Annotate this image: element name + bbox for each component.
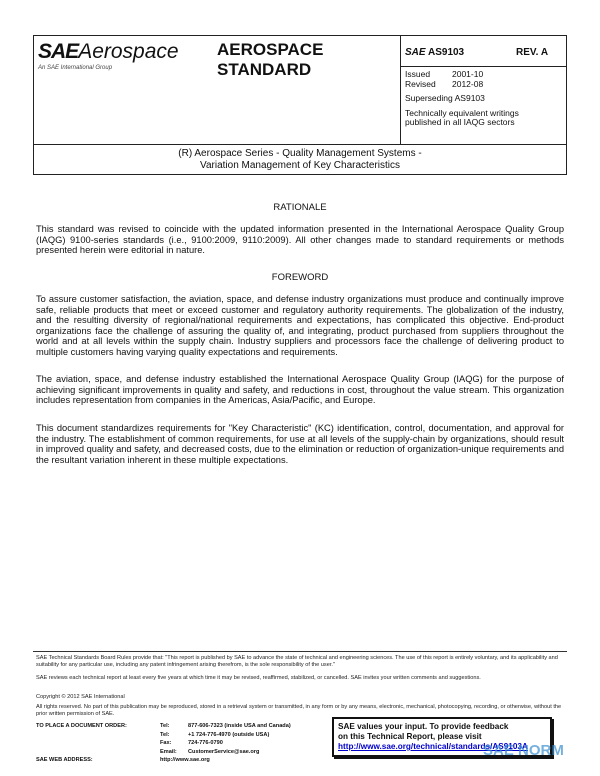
watermark: SAE NORM bbox=[483, 742, 564, 759]
footer-notice: SAE reviews each technical report at least every five years at which time it may be revised, reaffirmed, stabilized, or cancelled. SAE invites your written comments and suggestions. bbox=[36, 675, 481, 681]
feedback-link[interactable]: http://www.sae.org/technical/standards/AS9103A bbox=[338, 742, 528, 751]
document-meta: Issued 2001-10 Revised 2012-08 Superseding AS9103 Technically equivalent writings published in all IAQG sectors bbox=[405, 69, 519, 127]
rationale-text: This standard was revised to coincide with the updated information presented in the International Aerospace Quality Group (IAQG) 9100-series standards (i.e., 9100:2009, 9110:2009). All other changes made to standard requirements or methods presented herein were editorial in nature. bbox=[36, 224, 564, 256]
revision: REV. A bbox=[516, 47, 549, 58]
header-box bbox=[33, 35, 567, 175]
document-title: (R) Aerospace Series - Quality Management Systems - Variation Management of Key Characteristics bbox=[178, 148, 422, 171]
rights-notice: All rights reserved. No part of this publication may be reproduced, stored in a retrieval system or transmitted, in any form or by any means, electronic, mechanical, photocopying, recording, or otherwise, without the prior written permission of SAE. bbox=[36, 704, 562, 717]
web-address-link[interactable]: http://www.sae.org bbox=[160, 757, 210, 763]
footer-notice: SAE Technical Standards Board Rules provide that: "This report is published by SAE to advance the state of technical and engineering sciences. The use of this report is entirely voluntary, and its applicability and suitability for any particular use, including any patent infringement arising therefrom, is the sole responsibility of the user." bbox=[36, 655, 558, 668]
copyright: Copyright © 2012 SAE International bbox=[36, 694, 125, 700]
document-number: SAE AS9103 bbox=[405, 47, 465, 58]
divider bbox=[400, 66, 567, 67]
divider bbox=[400, 36, 401, 144]
document-page: SAEAerospace An SAE International Group AEROSPACE STANDARD SAE AS9103 REV. A Issued 2001-10 Revised 2012-08 Superseding AS9103 Technically equivalent writings published in all IAQG sectors (R) Aerospace Series - Quality Management Systems - Variation Management of Key Characteristics RATIONALE This standard was revised to coincide with the updated information presented in the International Aerospace Quality Group (IAQG) 9100-series standards (i.e., 9100:2009, 9110:2009). All other changes made to standard requirements or methods presented herein were editorial in nature. FOREWORD To assure customer satisfaction, the aviation, space, and defense industry organizations must produce and continually improve safe, reliable products that meet or exceed customer and regulatory authority requirements. The globalization of the industry, and the resulting diversity of regional/national requirements and expectations, has complicated this objective. End-product organizations face the challenge of assuring the quality of, and integrating, product purchased from suppliers throughout the world and at all levels within the supply chain. Industry suppliers and processors face the challenge of delivering product to multiple customers having varying quality expectations and requirements. The aviation, space, and defense industry established the International Aerospace Quality Group (IAQG) for the purpose of achieving significant improvements in quality and safety, and reductions in cost, throughout the value stream. This organization includes representation from companies in the Americas, Asia/Pacific, and Europe. This document standardizes requirements for "Key Characteristic" (KC) identification, control, documentation, and approval for the industry. The establishment of common requirements, for use at all levels of the supply-chain by organizations, should result in improved quality and safety, and decreased costs, due to the elimination or reduction of organization-unique requirements and the resultant variation inherent in these multiple expectations. SAE Technical Standards Board Rules provide that: "This report is published by SAE to advance the state of technical and engineering sciences. The use of this report is entirely voluntary, and its applicability and suitability for any particular use, including any patent infringement arising therefrom, is the sole responsibility of the user." SAE reviews each technical report at least every five years at which time it may be revised, reaffirmed, stabilized, or cancelled. SAE invites your written comments and suggestions. Copyright © 2012 SAE International All rights reserved. No part of this publication may be reproduced, stored in a retrieval system or transmitted, in any form or by any means, electronic, mechanical, photocopying, recording, or otherwise, without the prior written permission of SAE. TO PLACE A DOCUMENT ORDER: SAE WEB ADDRESS: Tel: 877-606-7323 (inside USA and Canada) Tel: +1 724-776-4970 (outside USA) Fax: 724-776-0790 Email: CustomerService@sae.org http://www.sae.org SAE values your input. To provide feedback on this Technical Report, please visit http://www.sae.org/technical/standards/AS9103A SAE NORM bbox=[0, 0, 600, 776]
foreword-paragraph: This document standardizes requirements for "Key Characteristic" (KC) identification, control, documentation, and approval for the industry. The establishment of common requirements, for use at all levels of the supply-chain by organizations, should result in improved quality and safety, and decreased costs, due to the elimination or reduction of organization-unique requirements and the resultant variation inherent in these multiple expectations. bbox=[36, 423, 565, 465]
foreword-paragraph: The aviation, space, and defense industry established the International Aerospace Quality Group (IAQG) for the purpose of achieving significant improvements in quality and safety, and reductions in cost, throughout the value stream. This organization includes representation from companies in the Americas, Asia/Pacific, and Europe. bbox=[36, 374, 564, 406]
logo-tagline: An SAE International Group bbox=[38, 65, 113, 71]
foreword-paragraph: To assure customer satisfaction, the aviation, space, and defense industry organizations must produce and continually improve safe, reliable products that meet or exceed customer and regulatory authority requirements. The globalization of the industry, and the resulting diversity of regional/national requirements and expectations, has complicated this objective. End-product organizations face the challenge of assuring the quality of, and integrating, product purchased from suppliers throughout the world and at all levels within the supply chain. Industry suppliers and processors face the challenge of delivering product to multiple customers having varying quality expectations and requirements. bbox=[36, 294, 564, 357]
feedback-box: SAE values your input. To provide feedback on this Technical Report, please visit http://www.sae.org/technical/standards/AS9103A bbox=[332, 717, 552, 757]
sae-aerospace-logo: SAEAerospace bbox=[38, 40, 179, 63]
footer-rule bbox=[33, 651, 567, 652]
rationale-heading: RATIONALE bbox=[273, 202, 327, 213]
standard-type: AEROSPACE STANDARD bbox=[217, 40, 324, 79]
divider bbox=[34, 144, 566, 145]
foreword-heading: FOREWORD bbox=[271, 272, 329, 283]
